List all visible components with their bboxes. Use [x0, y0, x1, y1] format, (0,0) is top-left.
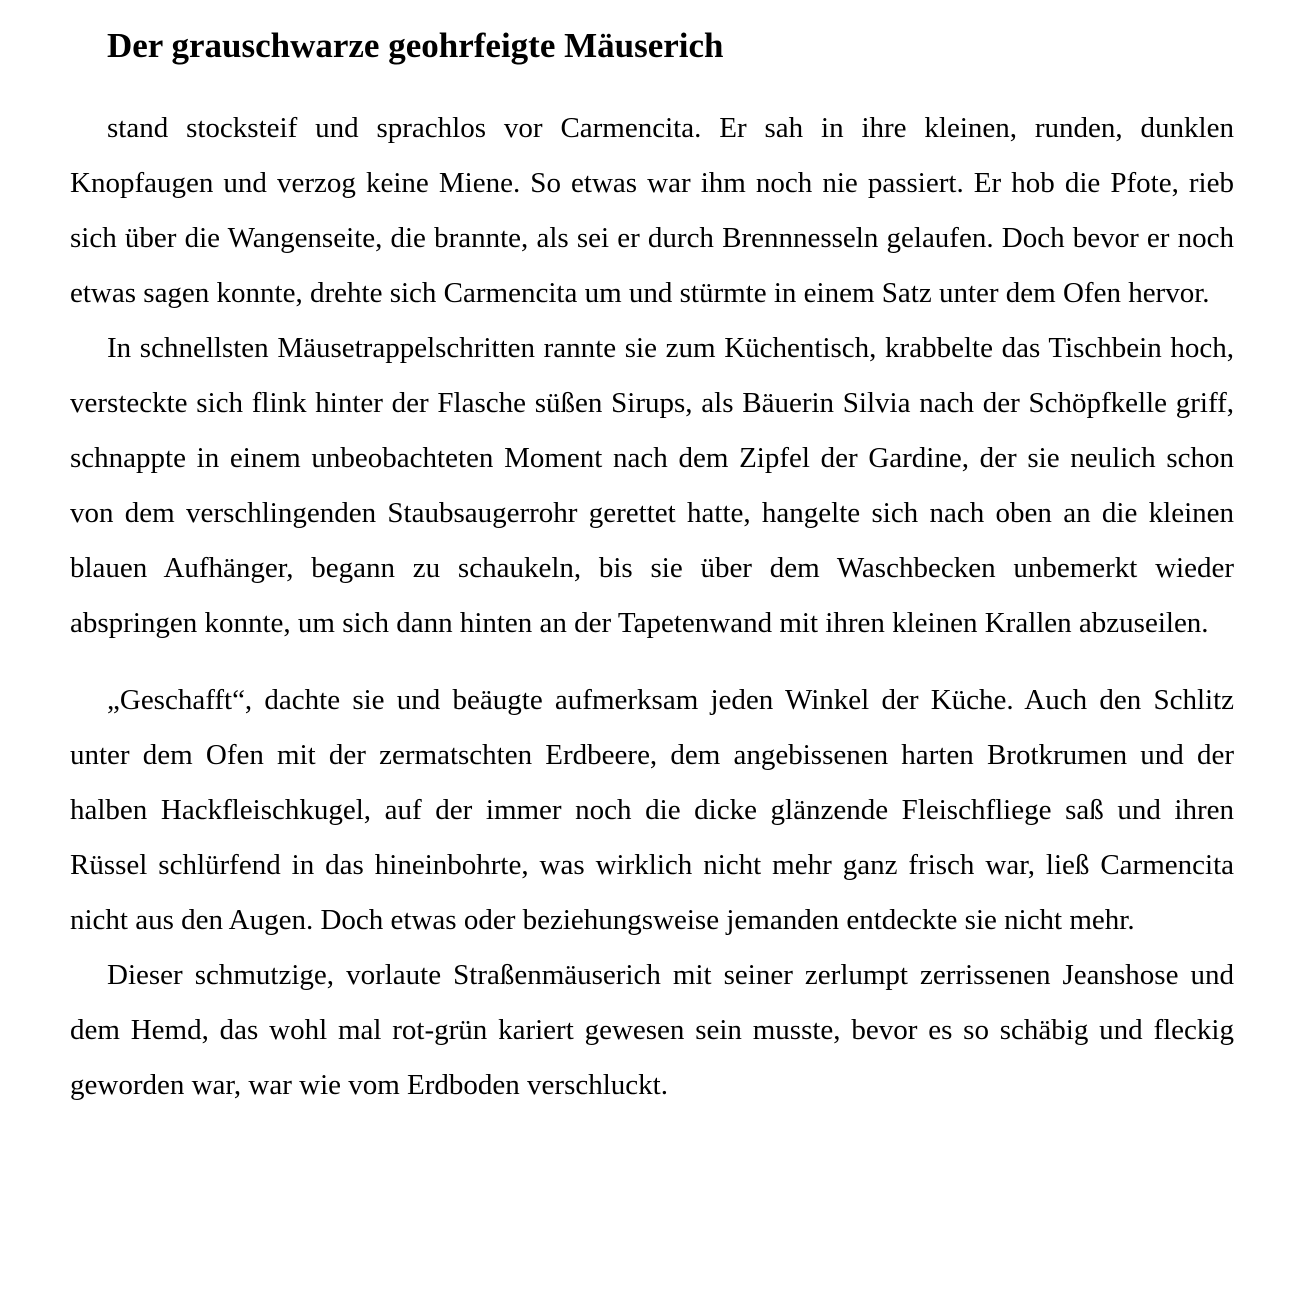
- body-text: [70, 101, 1234, 1113]
- paragraph: Dieser schmutzige, vorlaute Straßenmäuserich mit seiner zerlumpt zerrissenen Jeanshose und dem Hemd, das wohl mal rot-grün kariert gewesen sein musste, bevor es so schäbig und fleckig geworden war, war wie vom Erdboden verschluckt.: [70, 959, 1234, 1101]
- paragraph: „Geschafft“, dachte sie und beäugte aufmerksam jeden Winkel der Küche. Auch den Schlitz unter dem Ofen mit der zermatschten Erdbeere, dem angebissenen harten Brotkrumen und der halben Hackfleischkugel, auf der immer noch die dicke glänzende Fleischfliege saß und ihren Rüssel schlürfend in das hineinbohrte, was wirklich nicht mehr ganz frisch war, ließ Carmencita nicht aus den Augen. Doch etwas oder beziehungsweise jemanden entdeckte sie nicht mehr.: [70, 684, 1234, 936]
- paragraph: In schnellsten Mäusetrappelschritten rannte sie zum Küchentisch, krabbelte das Tischbein hoch, versteckte sich flink hinter der Flasche süßen Sirups, als Bäuerin Silvia nach der Schöpfkelle griff, schnappte in einem unbeobachteten Moment nach dem Zipfel der Gardine, der sie neulich schon von dem verschlingenden Staubsaugerrohr gerettet hatte, hangelte sich nach oben an die kleinen blauen Aufhänger, begann zu schaukeln, bis sie über dem Waschbecken unbemerkt wieder abspringen konnte, um sich dann hinten an der Tapetenwand mit ihren kleinen Krallen abzuseilen.: [70, 332, 1234, 639]
- chapter-title: Der grauschwarze geohrfeigte Mäuserich: [107, 26, 724, 65]
- paragraph: stand stocksteif und sprachlos vor Carmencita. Er sah in ihre kleinen, runden, dunklen Knopfaugen und verzog keine Miene. So etwas war ihm noch nie passiert. Er hob die Pfote, rieb sich über die Wangenseite, die brannte, als sei er durch Brennnesseln gelaufen. Doch bevor er noch etwas sagen konnte, drehte sich Carmencita um und stürmte in einem Satz unter dem Ofen hervor.: [70, 112, 1234, 309]
